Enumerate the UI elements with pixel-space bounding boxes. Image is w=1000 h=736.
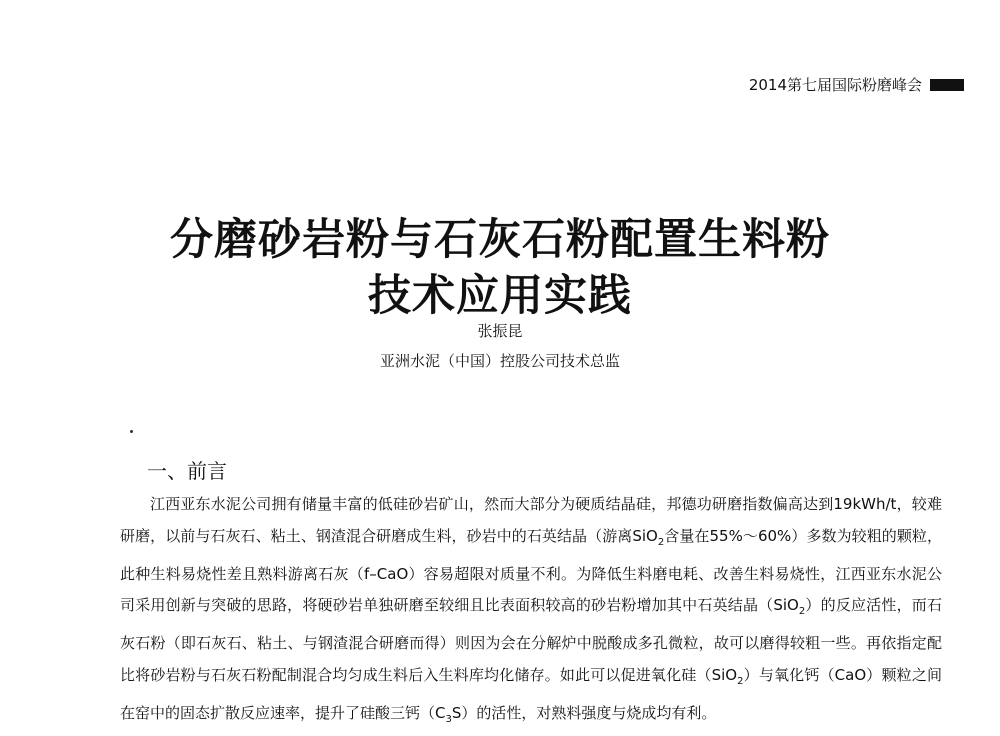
running-head (749, 74, 964, 95)
paper-title-line-1: 分磨砂岩粉与石灰石粉配置生料粉 (170, 215, 830, 265)
formula-sio2-2: SiO$_2$ (773, 596, 806, 618)
author-affiliation: 亚洲水泥（中国）控股公司技术总监 (379, 352, 620, 370)
running-head-bar (930, 79, 964, 91)
formula-c3s-sub: 3 (445, 713, 452, 725)
formula-sio2-1: SiO$_2$ (632, 526, 665, 548)
section-heading: 一、前言 (147, 459, 227, 483)
paper-title-line-2: 技术应用实践 (368, 271, 632, 321)
paragraph-text-2: 含量在55%～60%）多数为较粗的颗粒，此种生料易烧性差且熟料游离石灰（f–CaO）容易超限对质量不利。为降低生料磨电耗、改善生料易烧性，江西亚东水泥公司采用创新与突破的思路，将硬砂岩单独研磨至较细且比表面积较高的砂岩粉增加其中石英结晶（ (120, 526, 942, 615)
formula-sio2-3: SiO$_2$ (711, 665, 744, 687)
author-name: 张振昆 (477, 322, 523, 340)
running-head-text: 2014第七届国际粉磨峰会 (748, 76, 922, 94)
paragraph-text-1: 江西亚东水泥公司拥有储量丰富的低硅砂岩矿山，然而大部分为硬质结晶硅，邦德功研磨指数偏高达到19kWh/t，较难研磨，以前与石灰石、粘土、钢渣混合研磨成生料，砂岩中的石英结晶（游离 (120, 495, 942, 545)
stray-dot (130, 430, 133, 433)
body-paragraph (120, 489, 942, 736)
paragraph-text-5: S）的活性，对熟料强度与烧成均有利。 (451, 703, 717, 722)
paragraph-text-4: ）与氧化钙（CaO）颗粒之间在窑中的固态扩散反应速率，提升了硅酸三钙（C (120, 665, 942, 722)
paragraph-text-3: ）的反应活性，而石灰石粉（即石灰石、粘土、与钢渣混合研磨而得）则因为会在分解炉中脱酸成多孔微粒，故可以磨得较粗一些。再依指定配比将砂岩粉与石灰石粉配制混合均匀成生料后入生料库均化储存。如此可以促进氧化硅（ (120, 596, 942, 684)
